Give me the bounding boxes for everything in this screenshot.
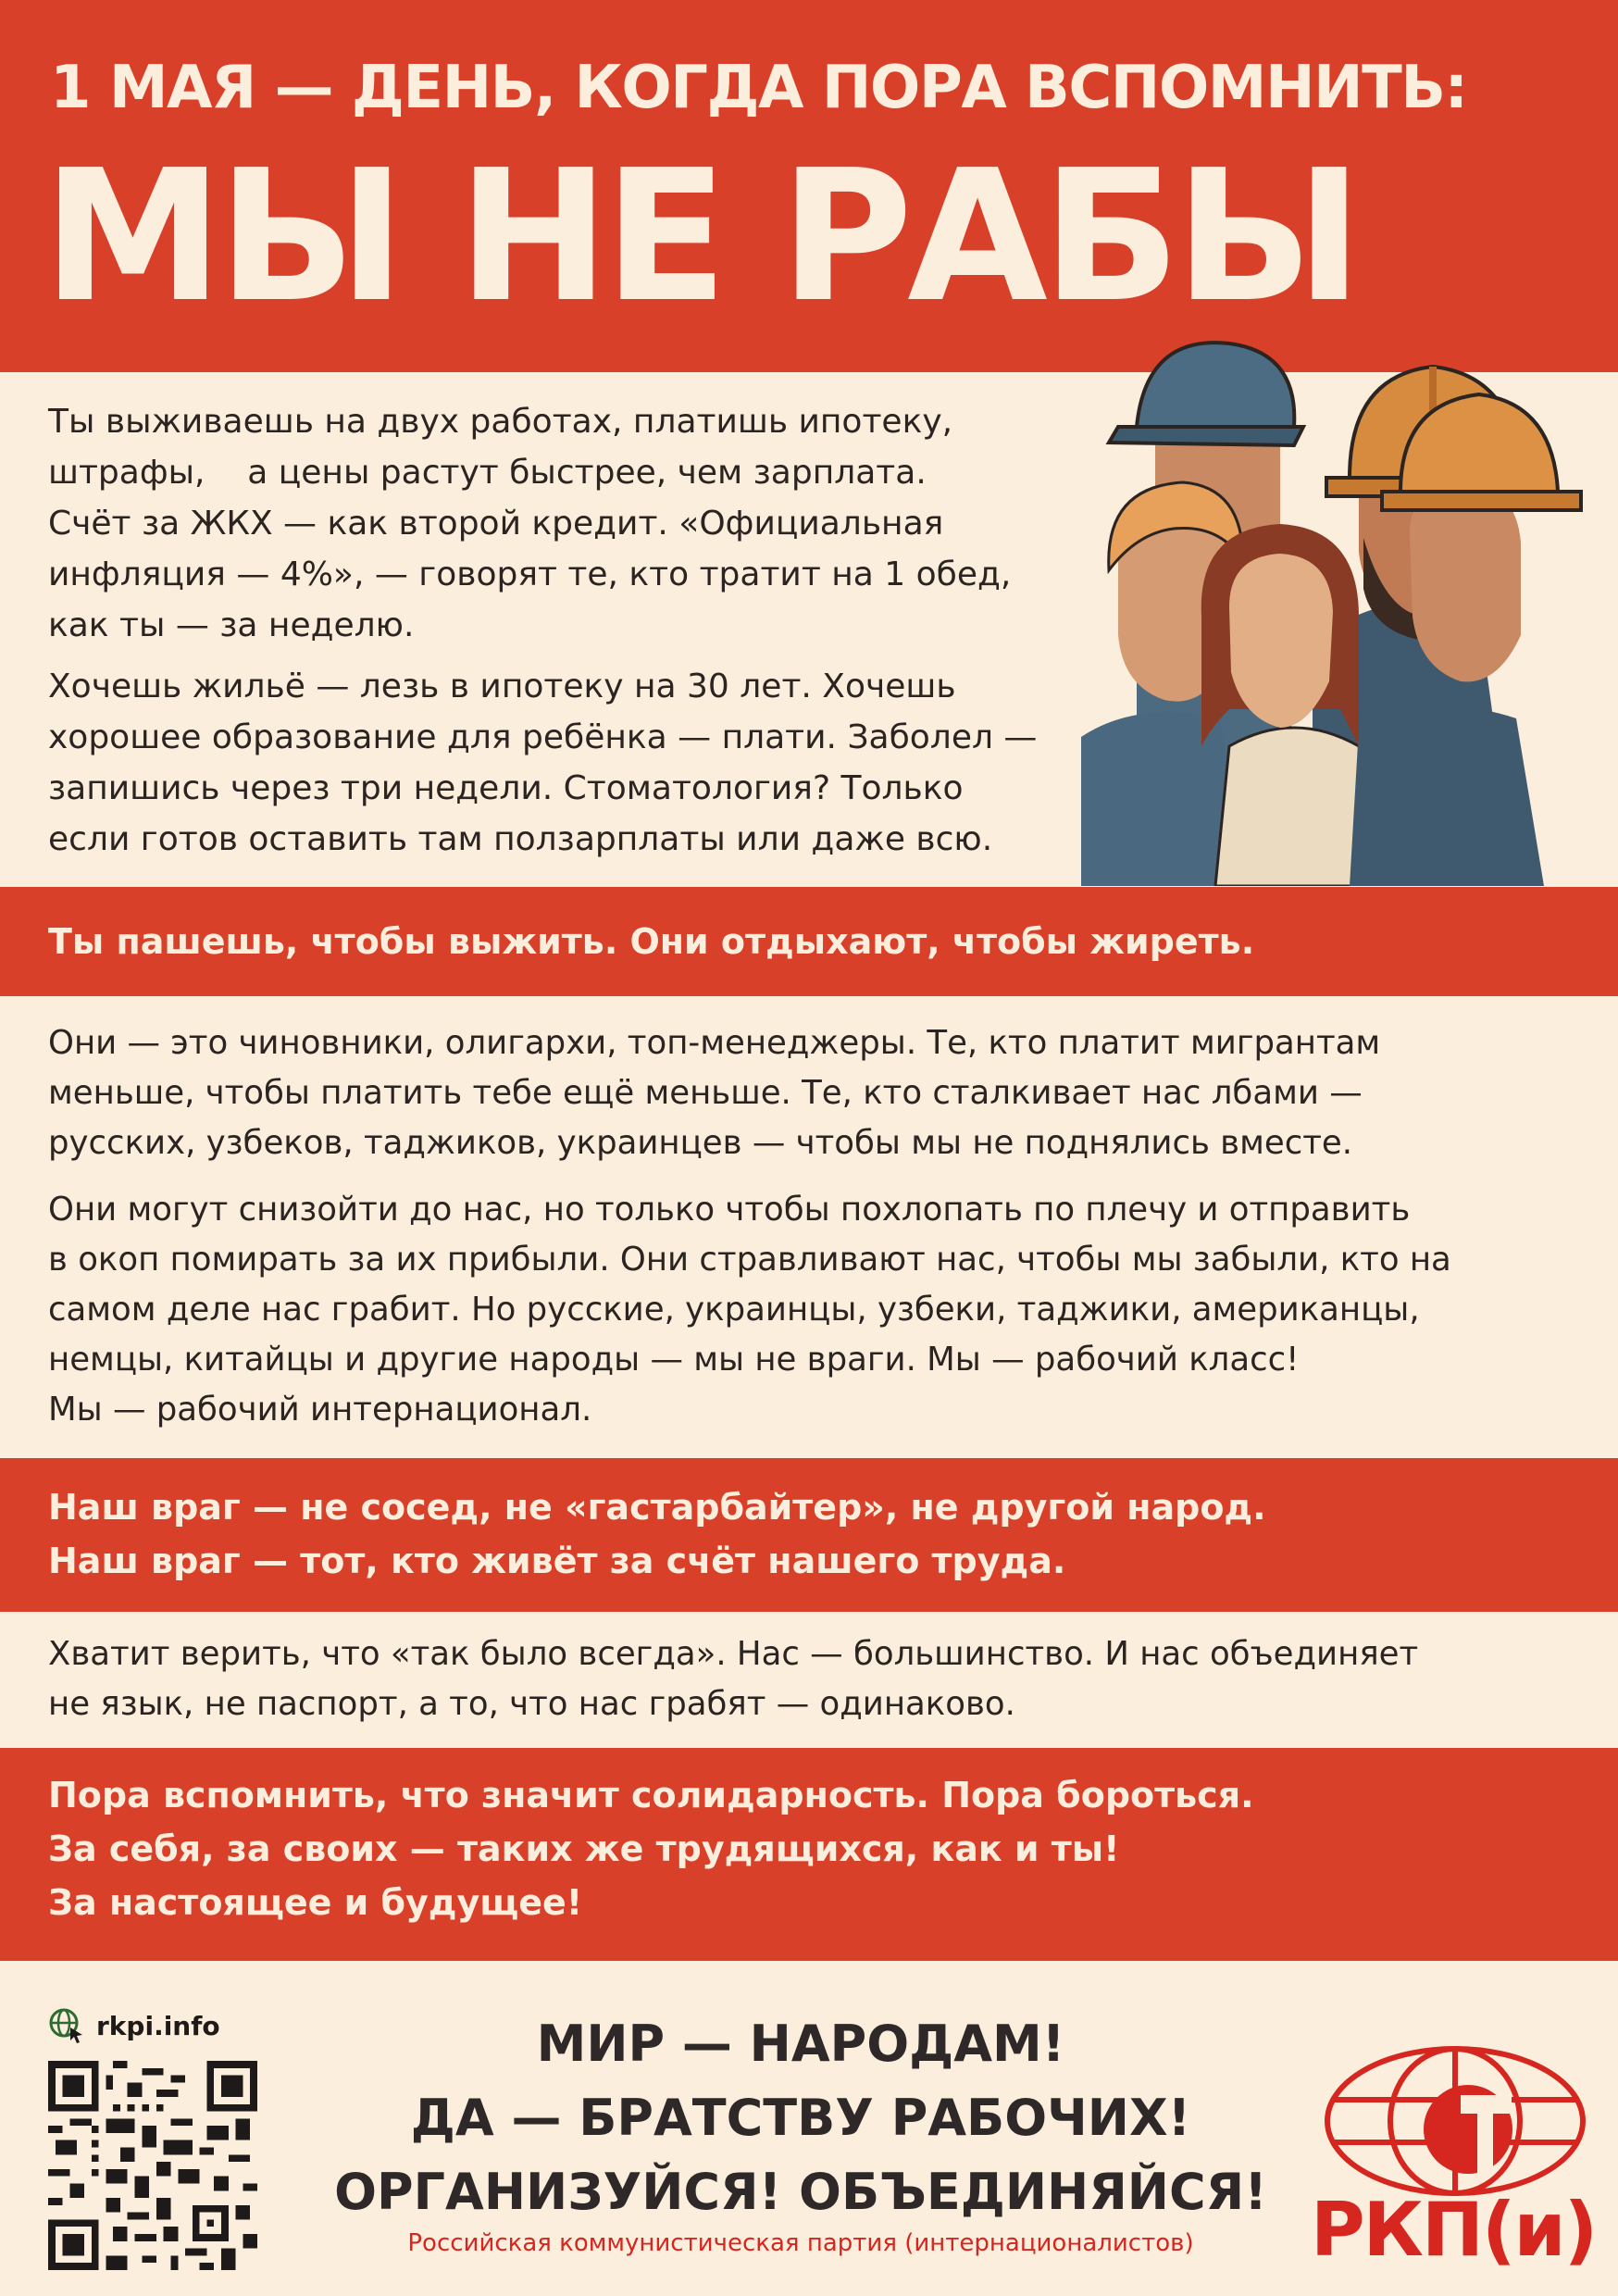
text-line: если готов оставить там ползарплаты или даже всю. [48,820,993,858]
footer-slogan-line: ОРГАНИЗУЙСЯ! ОБЪЕДИНЯЙСЯ! [334,2163,1267,2221]
middle-paragraph-2 [48,1185,1451,1435]
party-logo [1322,2044,1588,2198]
workers-illustration [1081,339,1618,886]
slogan-band-2 [0,1458,1618,1612]
text-line: самом деле нас грабит. Но русские, украинцы, узбеки, таджики, американцы, [48,1291,1420,1329]
text-line: Хватит верить, что «так было всегда». Нас — большинство. И нас объединяет [48,1635,1419,1673]
slogan-line: Наш враг — тот, кто живёт за счёт нашего труда. [48,1541,1066,1581]
party-full-name: Российская коммунистическая партия (интернационалистов) [407,2229,1194,2257]
text-line: немцы, китайцы и другие народы — мы не враги. Мы — рабочий класс! [48,1341,1300,1379]
slogan-block [48,1768,1254,1929]
middle-paragraph-1 [48,1018,1380,1168]
text-line: как ты — за неделю. [48,606,415,644]
closing-paragraph [48,1629,1418,1729]
text-line: Хочешь жильё — лезь в ипотеку на 30 лет. Хочешь [48,668,956,705]
text-line: меньше, чтобы платить тебе ещё меньше. Те, кто сталкивает нас лбами — [48,1074,1363,1112]
slogan-band-3 [0,1748,1618,1961]
text-line: Счёт за ЖКХ — как второй кредит. «Официальная [48,505,944,543]
footer-slogans [278,2007,1324,2229]
slogan-block [48,1480,1266,1588]
text-line: инфляция — 4%», — говорят те, кто тратит на 1 обед, [48,555,1012,593]
party-abbreviation: РКП(и) [1311,2187,1597,2273]
text-line: штрафы, а цены растут быстрее, чем зарплата. [48,454,927,492]
globe-cursor-icon [48,2007,85,2044]
header-banner [0,0,1618,372]
text-line: Они — это чиновники, олигархи, топ-менеджеры. Те, кто платит мигрантам [48,1024,1381,1062]
header-kicker: 1 МАЯ — ДЕНЬ, КОГДА ПОРА ВСПОМНИТЬ: [50,54,1467,122]
text-line: русских, узбеков, таджиков, украинцев — чтобы мы не поднялись вместе. [48,1124,1353,1162]
intro-paragraph-2 [48,661,1037,865]
qr-code[interactable] [48,2061,257,2270]
site-link[interactable] [48,2007,220,2044]
text-line: Мы — рабочий интернационал. [48,1391,592,1429]
intro-paragraph-1 [48,396,1011,651]
slogan-line: Пора вспомнить, что значит солидарность. Пора бороться. [48,1775,1254,1816]
slogan-line: За себя, за своих — таких же трудящихся, как и ты! [48,1828,1120,1869]
footer-slogan-line: ДА — БРАТСТВУ РАБОЧИХ! [410,2089,1191,2147]
text-line: запишись через три недели. Стоматология? Только [48,769,964,807]
text-line: Ты выживаешь на двух работах, платишь ипотеку, [48,403,953,441]
text-line: Они могут снизойти до нас, но только чтобы похлопать по плечу и отправить [48,1191,1411,1229]
page-title: МЫ НЕ РАБЫ [43,131,1358,343]
slogan-line: За настоящее и будущее! [48,1882,583,1923]
slogan-line: Ты пашешь, чтобы выжить. Они отдыхают, чтобы жиреть. [48,921,1255,962]
site-url[interactable]: rkpi.info [96,2010,220,2041]
text-line: не язык, не паспорт, а то, что нас грабят — одинаково. [48,1685,1015,1723]
slogan-line: Наш враг — не сосед, не «гастарбайтер», не другой народ. [48,1487,1266,1528]
text-line: в окоп помирать за их прибыли. Они стравливают нас, чтобы мы забыли, кто на [48,1241,1451,1279]
footer-slogan-line: МИР — НАРОДАМ! [536,2015,1065,2073]
hammer-sickle-icon [1424,2085,1512,2174]
text-line: хорошее образование для ребёнка — плати. Заболел — [48,718,1038,756]
slogan-band-1 [0,887,1618,996]
